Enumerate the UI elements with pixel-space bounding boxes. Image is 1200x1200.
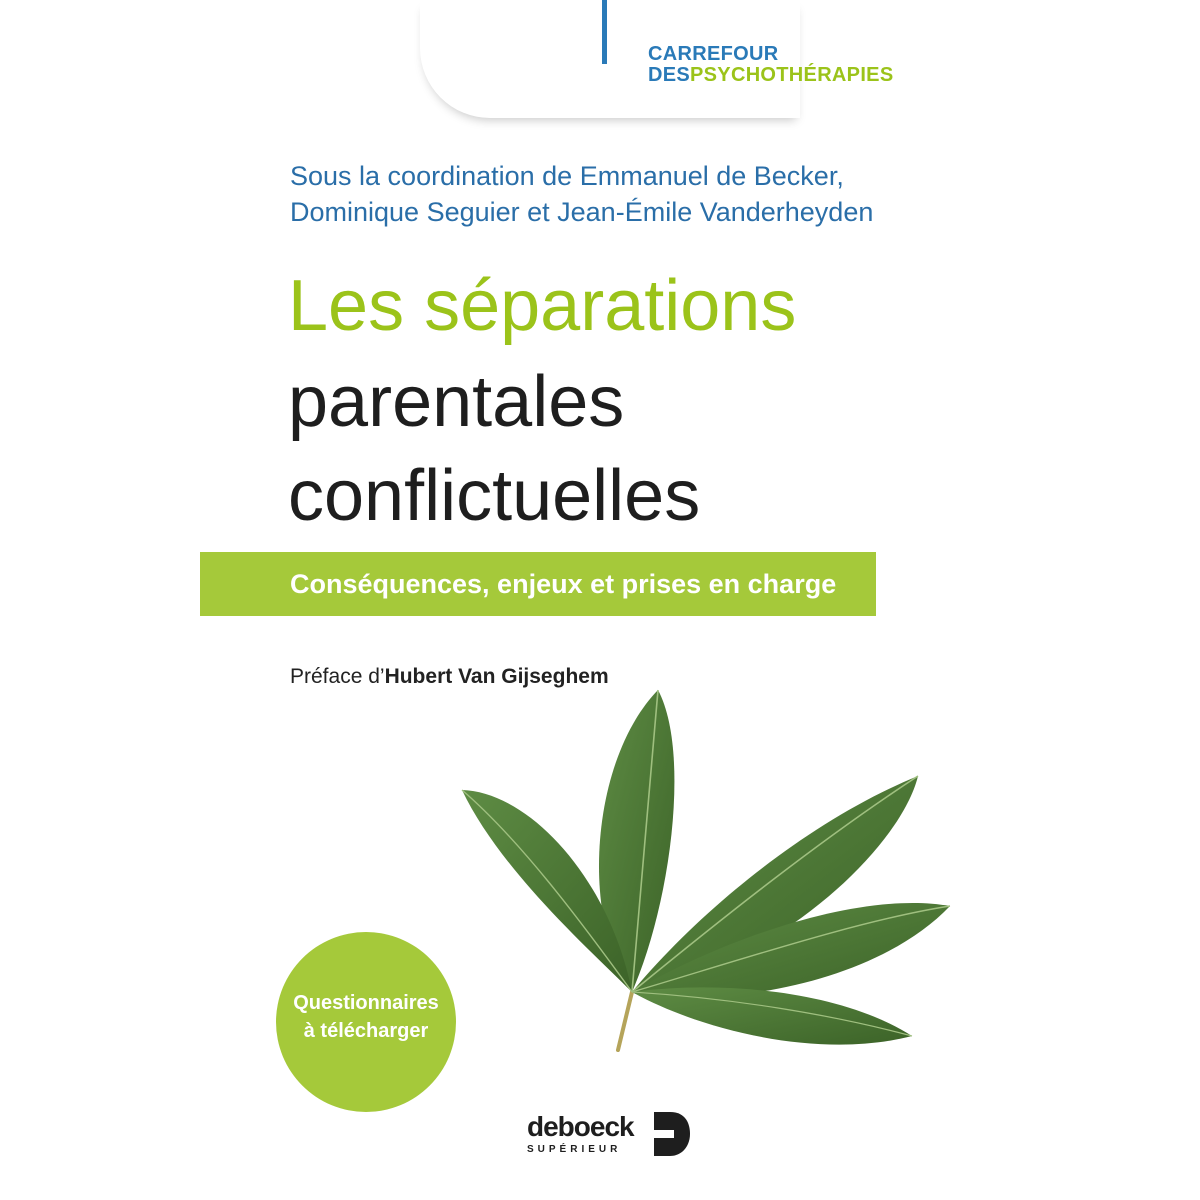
series-name-psychotherapies: PSYCHOTHÉRAPIES	[690, 64, 894, 86]
publisher-subname: SUPÉRIEUR	[527, 1144, 622, 1155]
authors-line2: Dominique Seguier et Jean-Émile Vanderheyden	[290, 197, 874, 227]
authors	[290, 158, 873, 230]
preface-prefix: Préface d’	[290, 665, 385, 688]
series-name-line1: CARREFOUR	[648, 43, 779, 65]
series-name-des: DES	[648, 64, 691, 86]
publisher-name: deboeck	[527, 1111, 634, 1142]
book-title-line2: parentales	[288, 362, 625, 442]
badge-line2: à télécharger	[303, 1020, 429, 1042]
authors-line1: Sous la coordination de Emmanuel de Becker,	[290, 161, 844, 191]
preface-author: Hubert Van Gijseghem	[384, 665, 609, 688]
five-leaflet-leaf-icon	[440, 680, 960, 1060]
de-boeck-d-logo-icon	[652, 1110, 692, 1158]
book-subtitle: Conséquences, enjeux et prises en charge	[290, 569, 837, 599]
series-name-line2	[648, 65, 893, 85]
badge-line1: Questionnaires	[293, 992, 439, 1014]
book-title-line3: conflictuelles	[288, 456, 701, 536]
book-title-line1: Les séparations	[288, 266, 797, 346]
series-accent-bar	[602, 0, 607, 64]
